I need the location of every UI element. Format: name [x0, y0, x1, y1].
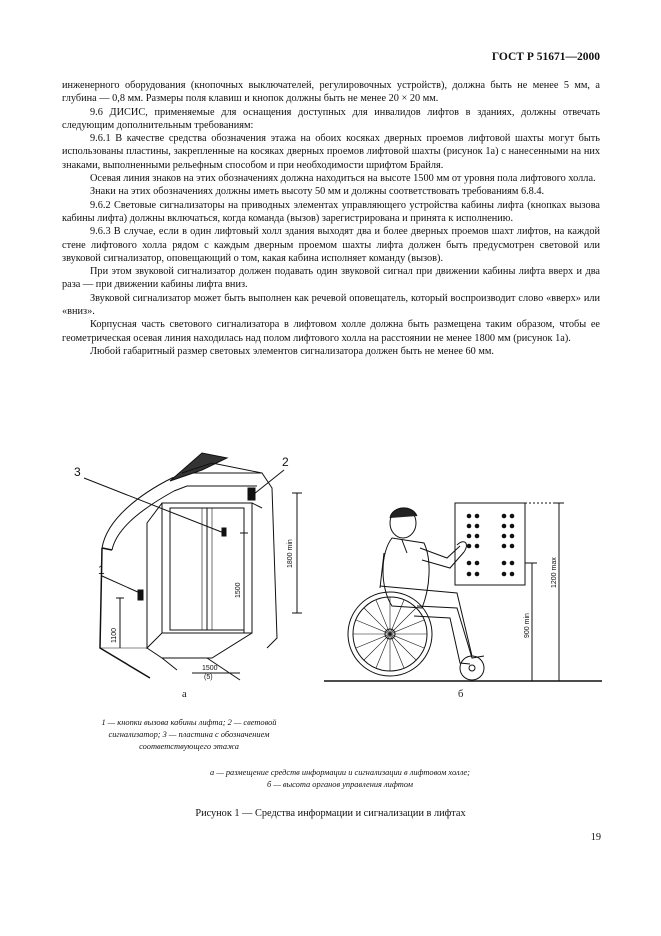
- standard-header: ГОСТ Р 51671—2000: [491, 51, 600, 63]
- legend-a-line: сигнализатор; 3 — пластина с обозначением: [108, 730, 270, 740]
- paragraph: Любой габаритный размер световых элементов сигнализатора должен быть не менее 60 мм.: [90, 345, 495, 357]
- dim-1800: 1800 min: [287, 539, 294, 568]
- elevator-illustration: [84, 453, 302, 680]
- figure-drawing: [62, 448, 602, 713]
- legend-a-line: 1 — кнопки вызова кабины лифта; 2 — световой: [101, 718, 277, 727]
- legend-a-line: соответствующего этажа: [139, 742, 239, 752]
- figure-title: Рисунок 1 — Средства информации и сигнализации в лифтах: [195, 808, 466, 819]
- paragraph: Корпусная часть светового сигнализатора в лифтовом холле должна быть размещена таким образом, чтобы ее геометрическая осевая линия находилась над полом лифтового холла на расстоянии не менее 1800 мм (рисунок 1а).: [62, 319, 600, 344]
- caption-b: б: [458, 689, 464, 700]
- paragraph: 9.6.2 Световые сигнализаторы на приводных элементах управляющего устройства кабины лифта (кнопках вызова кабины лифта) должны включаться, когда команда (вызов) зарегистрирована и принята к исполнению.: [62, 199, 600, 224]
- dim-1100: 1100: [111, 627, 118, 643]
- paragraph: При этом звуковой сигнализатор должен подавать один звуковой сигнал при движении кабины лифта вверх и два раза — при движении кабины лифта вниз.: [62, 266, 600, 291]
- dim-1500-bottom: 1500: [202, 665, 218, 672]
- dim-1500: 1500: [235, 582, 242, 598]
- page-number: 19: [590, 832, 601, 843]
- wheelchair-illustration: [324, 503, 602, 681]
- dim-900: 900 min: [524, 613, 531, 638]
- paragraph: 9.6.3 В случае, если в один лифтовый холл здания выходят два и более дверных проемов шахт лифтов, на каждой стене лифтового холла рядом с каждым дверным проемом шахты лифта должен быть предусмотрен световой или звуковой сигнализатор, оповещающий о том, какая кабина исполняет команду (вызов).: [62, 226, 600, 264]
- paragraph: 9.6 ДИСИС, применяемые для оснащения доступных для инвалидов лифтов в зданиях, должны отвечать следующим дополнительным требованиям:: [62, 106, 600, 131]
- legend-b-line: б — высота органов управления лифтом: [267, 780, 413, 790]
- paragraph: инженерного оборудования (кнопочных выключателей, регулировочных устройств), должна быть не менее 5 мм, а глубина — 0,8 мм. Размеры поля клавиш и кнопок должны быть не менее 20 × 20 мм.: [62, 80, 600, 105]
- dim-5: (5): [204, 674, 213, 681]
- legend-b: [150, 767, 530, 791]
- body-text: [62, 79, 600, 358]
- paragraph: Звуковой сигнализатор может быть выполнен как речевой оповещатель, который воспроизводит слово «вверх» или «вниз».: [62, 292, 600, 318]
- dim-1200: 1200 max: [551, 557, 558, 588]
- paragraph: 9.6.1 В качестве средства обозначения этажа на обоих косяках дверных проемов лифтовой шахты могут быть использованы пластины, закрепленные на косяках дверных проемов лифтовой шахты (рисунок 1а) с нанесенными на них знаками, выполненными рельефным способом и при необходимости шрифтом Брайля.: [62, 133, 600, 171]
- legend-b-line: а — размещение средств информации и сигнализации в лифтовом холле;: [210, 768, 470, 777]
- callout-1: 1: [98, 563, 105, 577]
- callout-3: 3: [74, 465, 81, 479]
- paragraph: Осевая линия знаков на этих обозначениях должна находиться на высоте 1500 мм от уровня пола лифтового холла.: [90, 173, 596, 185]
- legend-a: [80, 717, 298, 754]
- callout-2: 2: [282, 455, 289, 469]
- paragraph: Знаки на этих обозначениях должны иметь высоту 50 мм и должны соответствовать требованиям 6.8.4.: [90, 186, 545, 198]
- caption-a: а: [182, 689, 187, 700]
